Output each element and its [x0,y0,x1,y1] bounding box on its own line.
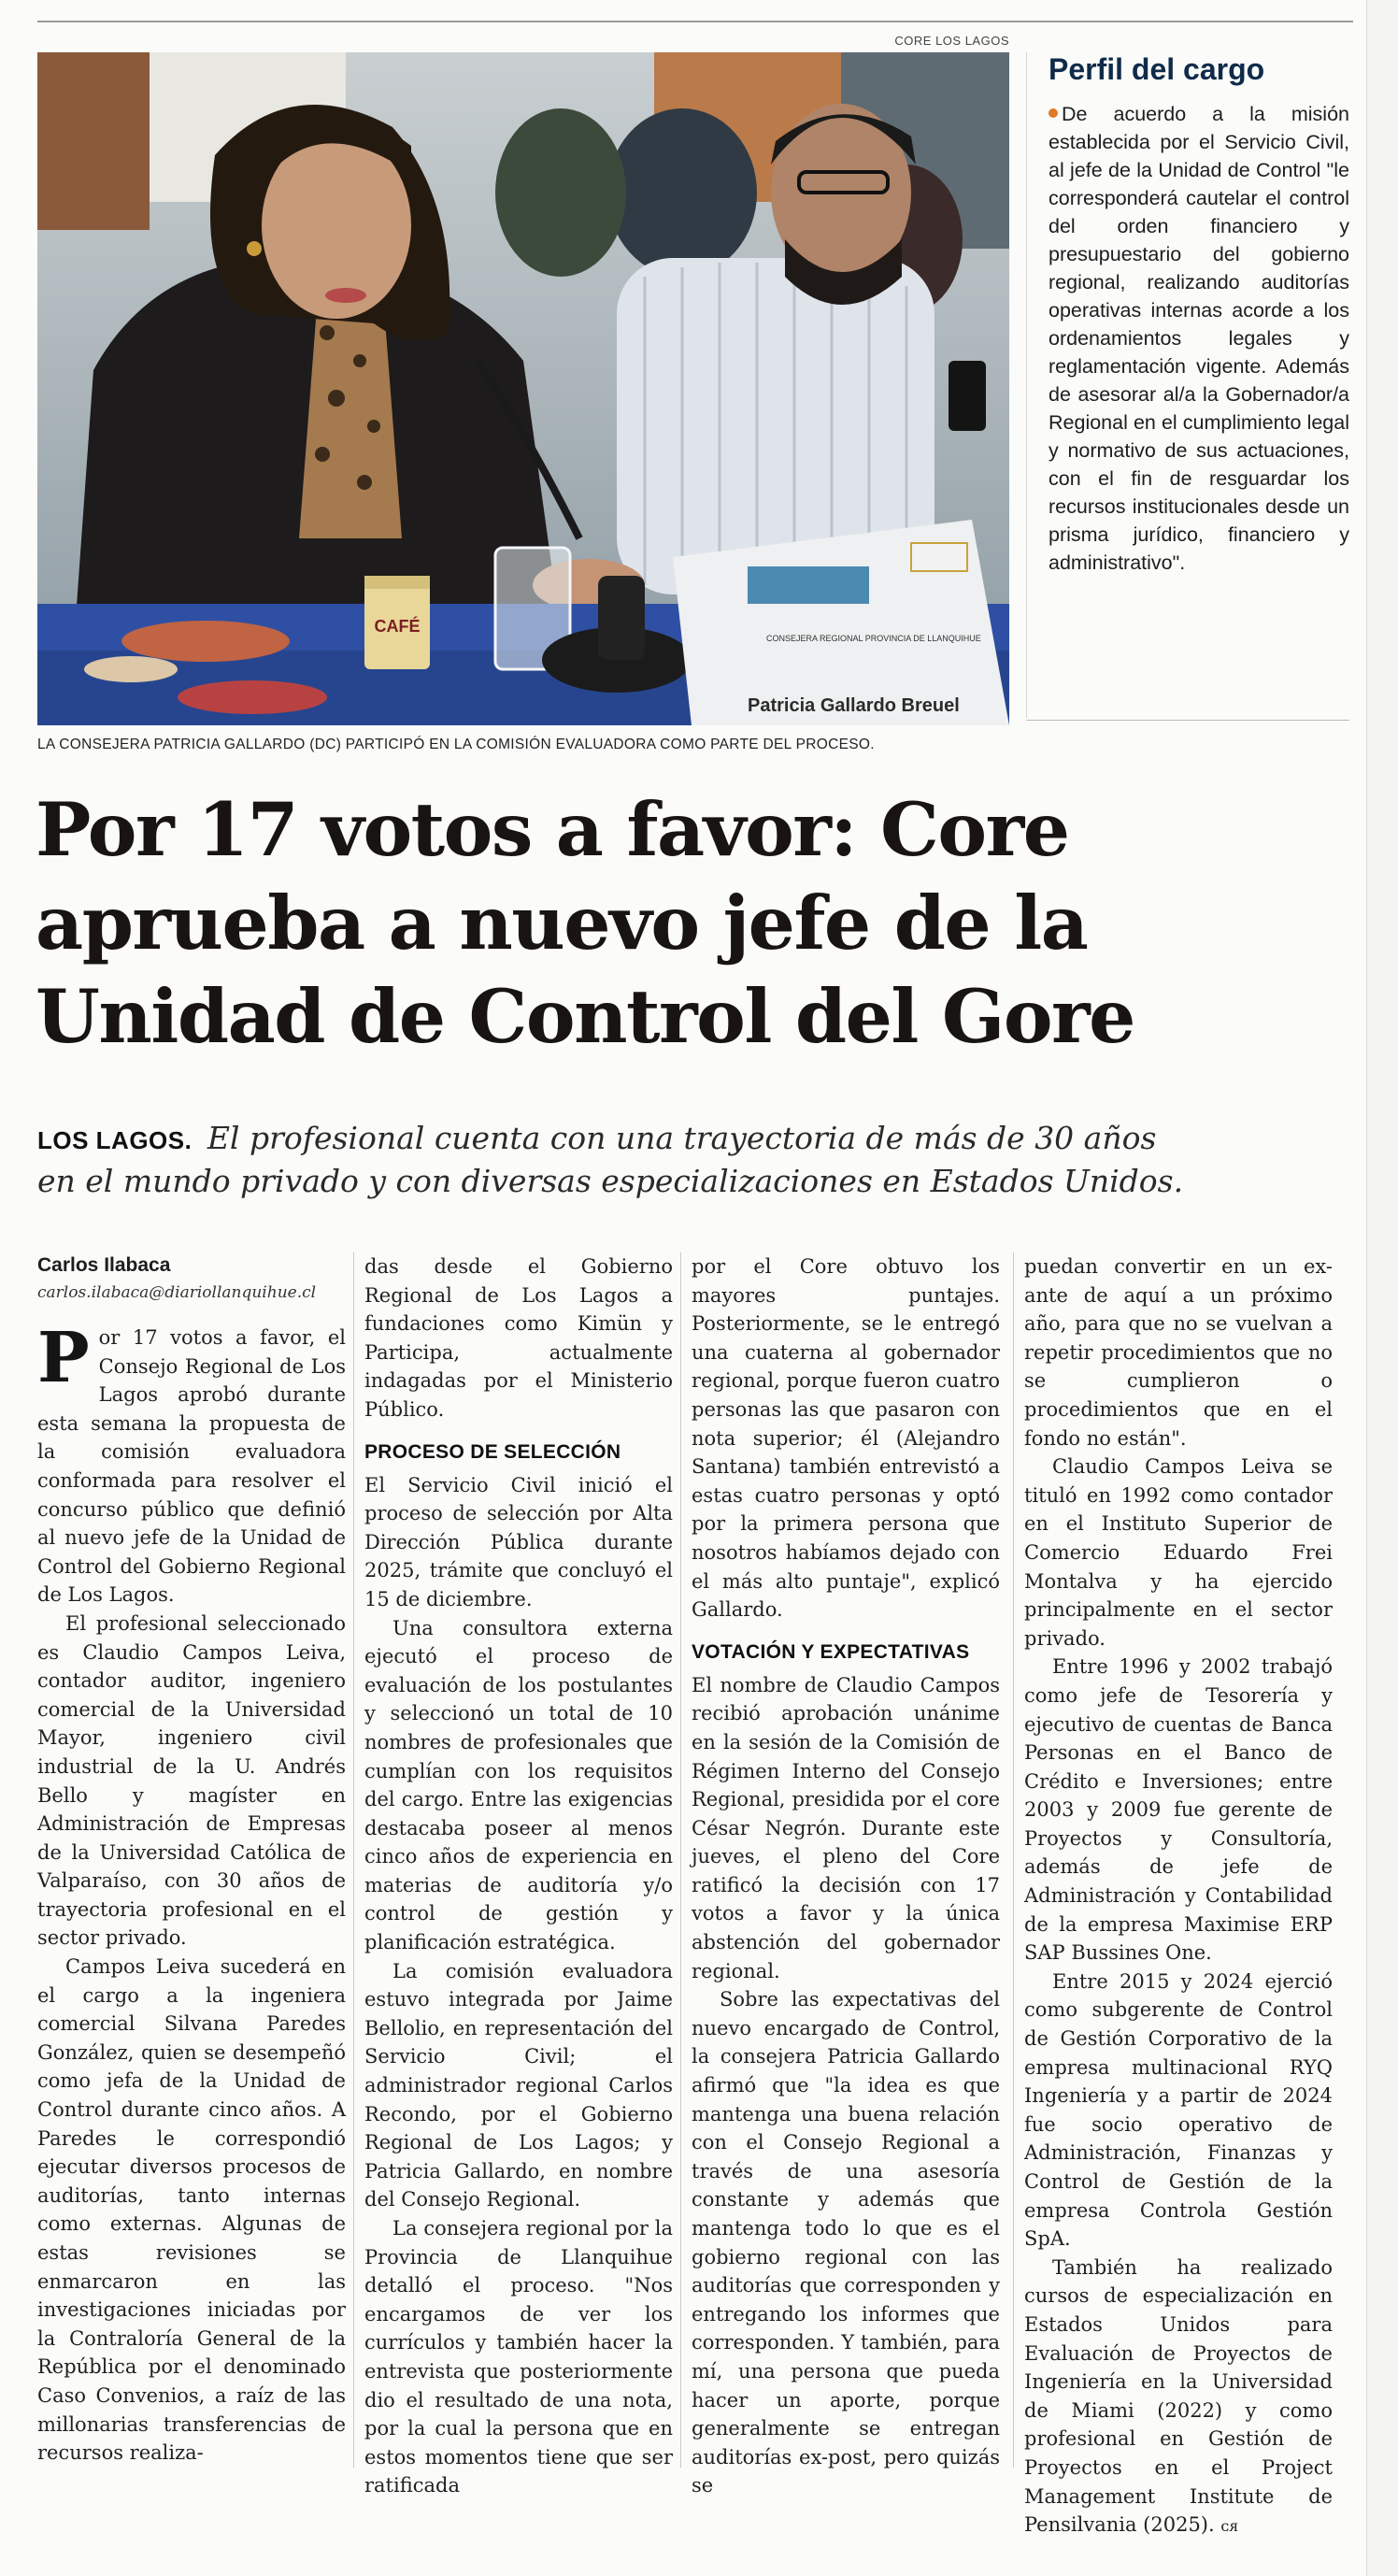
cup-label: CAFÉ [374,617,421,636]
article-paragraph: Sobre las expectativas del nuevo encargado de Control, la consejera Patricia Gallardo afirmó que "la idea es que mantenga una buena relación con el Consejo Regional a través de una asesoría constante y además que mantenga todo lo que es el gobierno regional con las auditorías que corresponden y entregando los informes que corresponden. Y también, para mí, una persona que pueda hacer un aporte, porque generalmente se entregan auditorías ex-post, pero quizás se [692,1988,1000,2497]
article-paragraph: El Servicio Civil inició el proceso de selección por Alta Dirección Pública durante 2025, trámite que concluyó el 15 de diciembre. [364,1473,673,1610]
adjacent-page-edge [1366,0,1398,2576]
article-paragraph: das desde el Gobierno Regional de Los Lagos a fundaciones como Kimün y Participa, actualmente indagadas por el Ministerio Público. [364,1255,673,1421]
column-divider [680,1252,681,2468]
paragraph-text: or 17 votos a favor, el Consejo Regional de Los Lagos aprobó durante esta semana la propuesta de la comisión evaluadora conformada para resolver el concurso público que definió al nuevo jefe de la Unidad de Control del Gobierno Regional de Los Lagos. [37,1326,346,1607]
dropcap: P [37,1318,90,1398]
sidebar-text: De acuerdo a la misión establecida por el Servicio Civil, al jefe de la Unidad de Control "le corresponderá cautelar el control del orden financiero y presupuestario del gobierno regional, realizando auditorías operativas internas acorde a los ordenamientos legales y reglamentación vigente. Además de asesorar al/a la Gobernador/a Regional en el cumplimiento legal y normativo de sus actuaciones, con el fin de resguardar los recursos institucionales desde un prisma jurídico, financiero y administrativo". [1048,103,1349,574]
sidebar-box [1026,52,1349,577]
deck-place: LOS LAGOS. [37,1126,193,1154]
deck-line-1: El profesional cuenta con una trayectoria de más de 30 años [207,1120,1157,1156]
article-paragraph: El profesional seleccionado es Claudio Campos Leiva, contador auditor, ingeniero comercial de la Universidad Mayor, ingeniero civil industrial de la U. Andrés Bello y magíster en Administración de Empresas de la Universidad Católica de Valparaíso, con 30 años de trayectoria profesional en el sector privado. [37,1611,346,1950]
headline-line-1: Por 17 votos a favor: Core [36,786,1069,873]
byline-email[interactable]: carlos.ilabaca@diariollanquihue.cl [37,1283,317,1302]
bullet-dot-icon [1048,108,1058,118]
column-divider [1013,1252,1014,2468]
headline [36,783,1362,1064]
column-divider [353,1252,354,2468]
paragraph-text: También ha realizado cursos de especialización en Estados Unidos para Evaluación de Proyectos de Ingeniería en la Universidad de Miami (2022) y como profesional en Gestión de Proyectos en el Project Management Institute de Pensilvania (2025). [1024,2255,1333,2537]
article-paragraph [37,1318,346,1610]
article-paragraph: La consejera regional por la Provincia de Llanquihue detalló el proceso. "Nos encargamos de ver los currículos y también hacer la entrevista que posteriormente dio el resultado de una nota, por la cual la persona que en estos momentos tiene que ser ratificada [364,2217,673,2497]
subhead-votacion: VOTACIÓN Y EXPECTATIVAS [692,1640,970,1663]
sidebar-title: Perfil del cargo [1048,52,1265,86]
sidebar-body [1026,100,1349,577]
nameplate-name: Patricia Gallardo Breuel [748,695,960,716]
top-rule [37,21,1353,22]
article-paragraph [1024,2254,1333,2541]
article-column-4 [1024,1252,1333,2541]
deck-line-2: en el mundo privado y con diversas especializaciones en Estados Unidos. [37,1163,1184,1199]
end-mark-icon: ᴄᴙ [1220,2517,1238,2536]
headline-line-2: aprueba a nuevo jefe de la [36,880,1088,966]
nameplate-org: CONSEJERA REGIONAL PROVINCIA DE LLANQUIHUE [766,634,981,643]
photo-illustration [37,52,1009,725]
article-paragraph: Campos Leiva sucederá en el cargo a la ingeniera comercial Silvana Paredes González, quien se desempeñó como jefa de la Unidad de Control durante cinco años. A Paredes le correspondió ejecutar diversos procesos de auditorías, tanto internas como externas. Algunas de estas revisiones se enmarcaron en las investigaciones iniciadas por la Contraloría General de la República por el denominado Caso Convenios, a raíz de las millonarias transferencias de recursos realiza- [37,1955,346,2465]
article-paragraph: La comisión evaluadora estuvo integrada por Jaime Bellolio, en representación del Servicio Civil; el administrador regional Carlos Recondo, por el Gobierno Regional de Los Lagos; y Patricia Gallardo, en nombre del Consejo Regional. [364,1959,673,2211]
photo-caption: LA CONSEJERA PATRICIA GALLARDO (DC) PARTICIPÓ EN LA COMISIÓN EVALUADORA COMO PARTE DEL PROCESO. [37,737,875,752]
article-column-2 [364,1252,673,2500]
article-paragraph: puedan convertir en un ex-ante de aquí a un próximo año, para que no se vuelvan a repetir procedimientos que no se cumplieron o procedimientos que en el fondo no están". [1024,1255,1333,1450]
article-paragraph: Una consultora externa ejecutó el proceso de evaluación de los postulantes y seleccionó un total de 10 nombres de profesionales que cumplían con los requisitos del cargo. Entre las exigencias destacaba poseer al menos cinco años de experiencia en materias de auditoría y/o control de gestión y planificación estratégica. [364,1616,673,1954]
news-photo [37,52,1009,725]
article-paragraph: El nombre de Claudio Campos recibió aprobación unánime en la sesión de la Comisión de Régimen Interno del Consejo Regional, presidida por el core César Negrón. Durante este jueves, el pleno del Core ratificó la decisión con 17 votos a favor y la única abstención del gobernador regional. [692,1673,1000,1982]
deck [37,1118,1346,1202]
subhead-proceso: PROCESO DE SELECCIÓN [364,1440,621,1463]
section-tag: CORE LOS LAGOS [894,34,1009,48]
article-paragraph: por el Core obtuvo los mayores puntajes. Posteriormente, se le entregó una cuaterna al gobernador regional, porque fueron cuatro personas las que pasaron con nota superior; él (Alejandro Santana) también entrevistó a estas cuatro personas y optó por la primera persona que nosotros habíamos dejado con el más alto puntaje", explicó Gallardo. [692,1255,1000,1622]
article-paragraph: Claudio Campos Leiva se tituló en 1992 como contador en el Instituto Superior de Comercio Eduardo Frei Montalva y ha ejercido principalmente en el sector privado. [1024,1455,1333,1650]
article-paragraph: Entre 1996 y 2002 trabajó como jefe de Tesorería y ejecutivo de cuentas de Banca Personas en el Banco de Crédito e Inversiones; entre 2003 y 2009 fue gerente de Proyectos y Consultoría, además de jefe de Administración y Contabilidad de la empresa Maximise ERP SAP Bussines One. [1024,1655,1333,1965]
article-paragraph: Entre 2015 y 2024 ejerció como subgerente de Control de Gestión Corporativo de la empresa multinacional RYQ Ingeniería y a partir de 2024 fue socio operativo de Administración, Finanzas y Control de Gestión de la empresa Controla Gestión SpA. [1024,1969,1333,2251]
sidebar-bottom-rule [1026,720,1349,721]
byline-name: Carlos Ilabaca [37,1254,171,1276]
article-column-3 [692,1252,1000,2500]
article-column-1 [37,1252,346,2468]
headline-line-3: Unidad de Control del Gore [36,973,1134,1060]
